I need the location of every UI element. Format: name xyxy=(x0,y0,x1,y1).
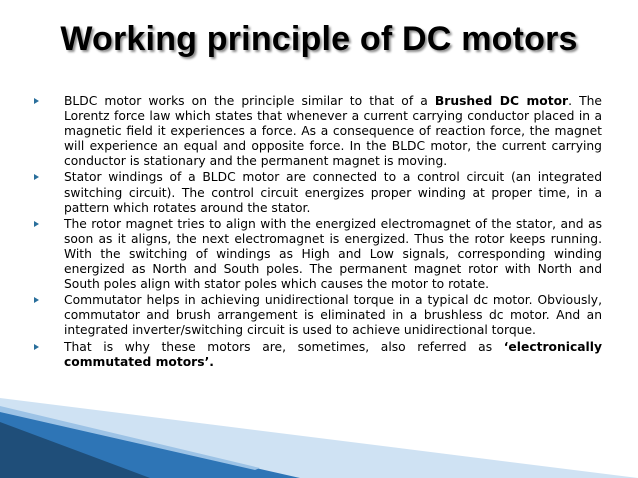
bullet-text: Commutator helps in achieving unidirectional torque in a typical dc motor. Obviously, commutator and brush arrangement is eliminated in a brushless dc motor. And an integrated inverter/switching circuit is used to achieve unidirectional torque. xyxy=(64,293,602,338)
bullet-item xyxy=(34,94,602,169)
bullet-item xyxy=(34,217,602,292)
bullet-item xyxy=(34,340,602,370)
bullet-text: Stator windings of a BLDC motor are connected to a control circuit (an integrated switching circuit). The control circuit energizes proper winding at proper time, in a pattern which rotates around the stator. xyxy=(64,170,602,215)
bullet-item xyxy=(34,170,602,215)
bullet-text: That is why these motors are, sometimes, also referred as xyxy=(64,339,504,354)
bullet-arrow-icon xyxy=(34,98,39,104)
bullet-text: BLDC motor works on the principle similar to that of a xyxy=(64,94,435,108)
bullet-emphasis: Brushed DC motor xyxy=(434,94,569,108)
bullet-arrow-icon xyxy=(34,174,39,180)
bullet-emphasis: ‘electronically commutated motors’. xyxy=(64,339,602,369)
bullet-item xyxy=(34,293,602,338)
slide-title: Working principle of DC motors xyxy=(60,20,578,58)
bullet-arrow-icon xyxy=(34,221,39,227)
bullet-arrow-icon xyxy=(34,344,39,350)
bullet-text-tail: . The Lorentz force law which states that whenever a current carrying conductor placed in a magnetic field it experiences a force. As a consequence of reaction force, the magnet will experience an equal and opposite force. In the BLDC motor, the current carrying conductor is stationary and the permanent magnet is moving. xyxy=(64,94,602,169)
corner-decoration xyxy=(0,388,638,478)
bullet-arrow-icon xyxy=(34,297,39,303)
bullet-list xyxy=(34,94,602,371)
bullet-text: The rotor magnet tries to align with the energized electromagnet of the stator, and as soon as it aligns, the next electromagnet is energized. Thus the rotor keeps running. With the switching of windings as High and Low signals, corresponding winding energized as North and South poles. The permanent magnet rotor with North and South poles align with stator poles which causes the motor to rotate. xyxy=(64,216,602,292)
